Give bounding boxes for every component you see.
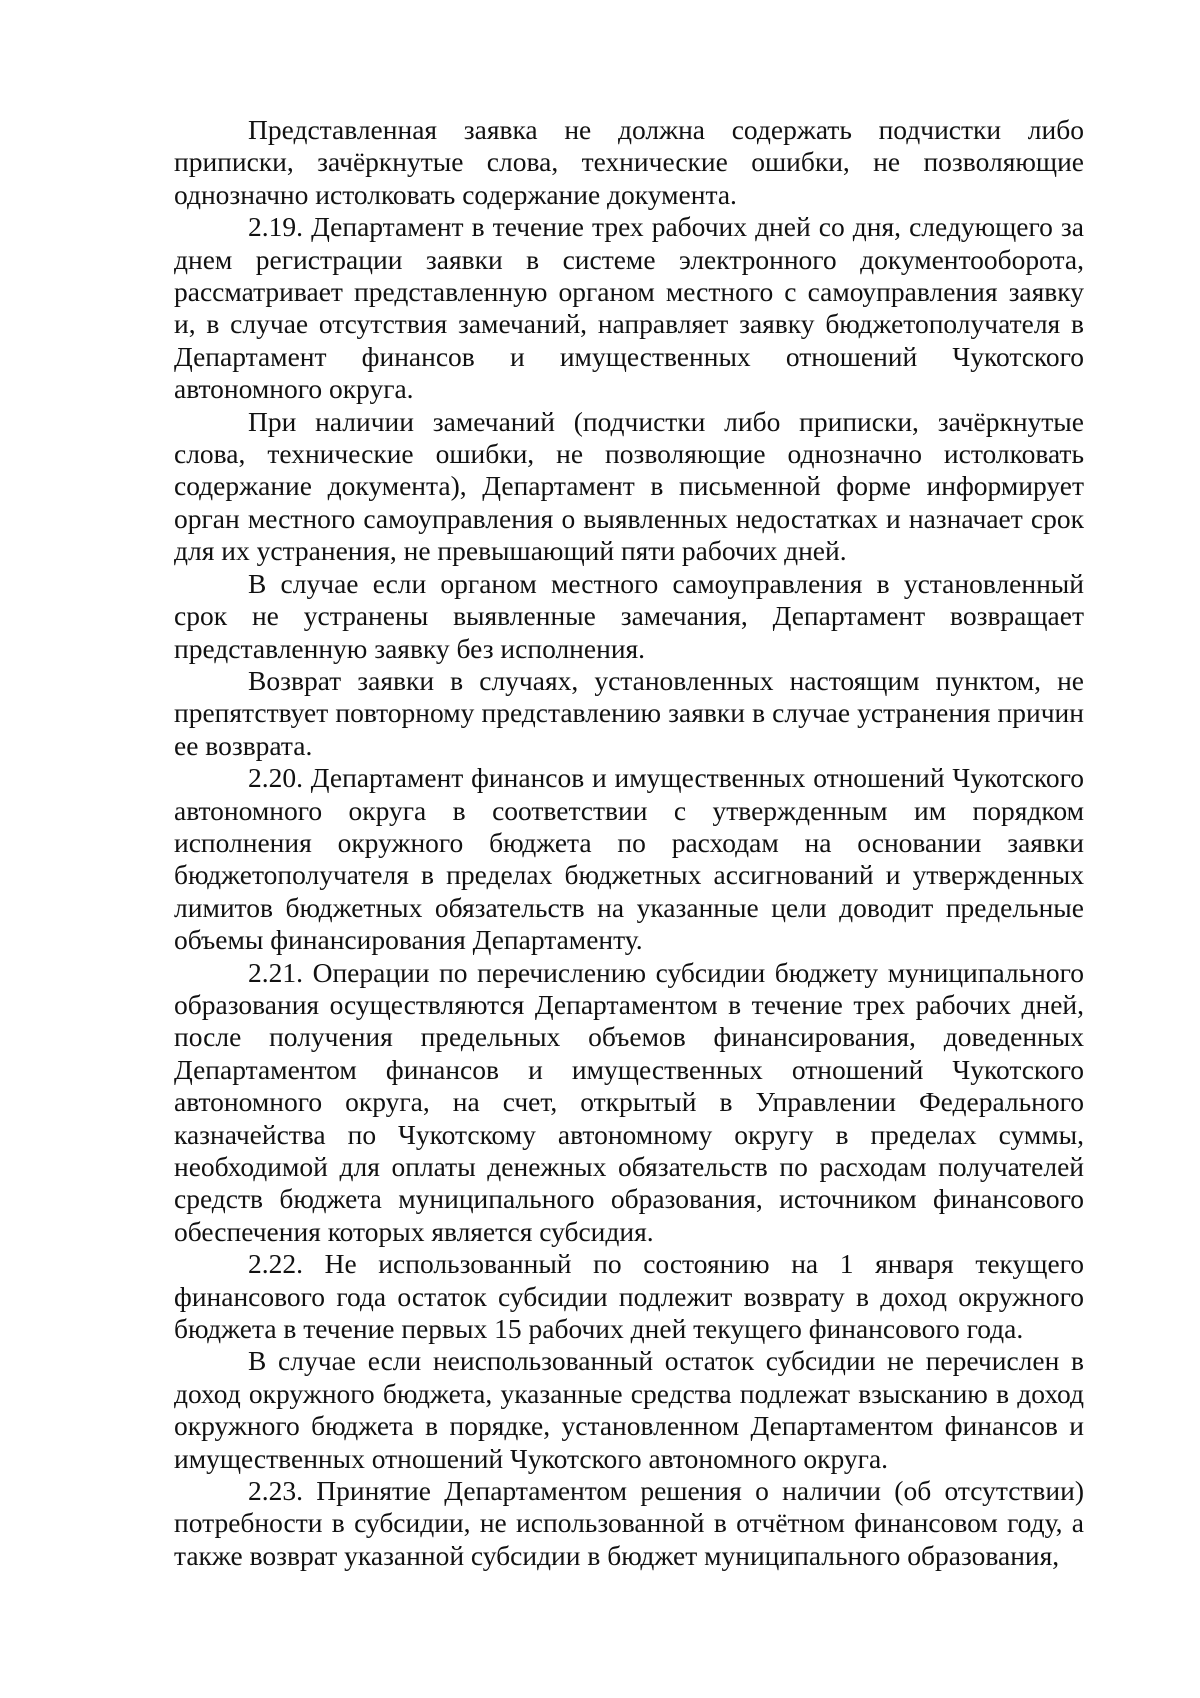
paragraph-2-20: 2.20. Департамент финансов и имущественных отношений Чукотского автономного округа в соответствии с утвержденным им порядком исполнения окружного бюджета по расходам на основании заявки бюджетополучателя в пределах бюджетных ассигнований и утвержденных лимитов бюджетных обязательств на указанные цели доводит предельные объемы финансирования Департаменту. <box>174 762 1084 956</box>
paragraph-not-corrected: В случае если органом местного самоуправления в установленный срок не устранены выявленные замечания, Департамент возвращает представленную заявку без исполнения. <box>174 567 1084 664</box>
document-page <box>174 114 1084 1572</box>
paragraph-2-19: 2.19. Департамент в течение трех рабочих дней со дня, следующего за днем регистрации заявки в системе электронного документооборота, рассматривает представленную органом местного с самоуправления заявку и, в случае отсутствия замечаний, направляет заявку бюджетополучателя в Департамент финансов и имущественных отношений Чукотского автономного округа. <box>174 211 1084 405</box>
paragraph-intro: Представленная заявка не должна содержать подчистки либо приписки, зачёркнутые слова, технические ошибки, не позволяющие однозначно истолковать содержание документа. <box>174 114 1084 210</box>
paragraph-2-21: 2.21. Операции по перечислению субсидии бюджету муниципального образования осуществляются Департаментом в течение трех рабочих дней, после получения предельных объемов финансирования, доведенных Департаментом финансов и имущественных отношений Чукотского автономного округа, на счет, открытый в Управлении Федерального казначейства по Чукотскому автономному округу в пределах суммы, необходимой для оплаты денежных обязательств по расходам получателей средств бюджета муниципального образования, источником финансового обеспечения которых является субсидия. <box>174 956 1084 1247</box>
paragraph-return: Возврат заявки в случаях, установленных настоящим пунктом, не препятствует повторному представлению заявки в случае устранения причин ее возврата. <box>174 664 1084 761</box>
paragraph-2-23: 2.23. Принятие Департаментом решения о наличии (об отсутствии) потребности в субсидии, не использованной в отчётном финансовом году, а также возврат указанной субсидии в бюджет муниципального образования, <box>174 1475 1084 1571</box>
paragraph-2-22: 2.22. Не использованный по состоянию на 1 января текущего финансового года остаток субсидии подлежит возврату в доход окружного бюджета в течение первых 15 рабочих дней текущего финансового года. <box>174 1248 1084 1345</box>
paragraph-remarks: При наличии замечаний (подчистки либо приписки, зачёркнутые слова, технические ошибки, не позволяющие однозначно истолковать содержание документа), Департамент в письменной форме информирует орган местного самоуправления о выявленных недостатках и назначает срок для их устранения, не превышающий пяти рабочих дней. <box>174 405 1084 567</box>
paragraph-unused-balance: В случае если неиспользованный остаток субсидии не перечислен в доход окружного бюджета, указанные средства подлежат взысканию в доход окружного бюджета в порядке, установленном Департаментом финансов и имущественных отношений Чукотского автономного округа. <box>174 1345 1084 1474</box>
